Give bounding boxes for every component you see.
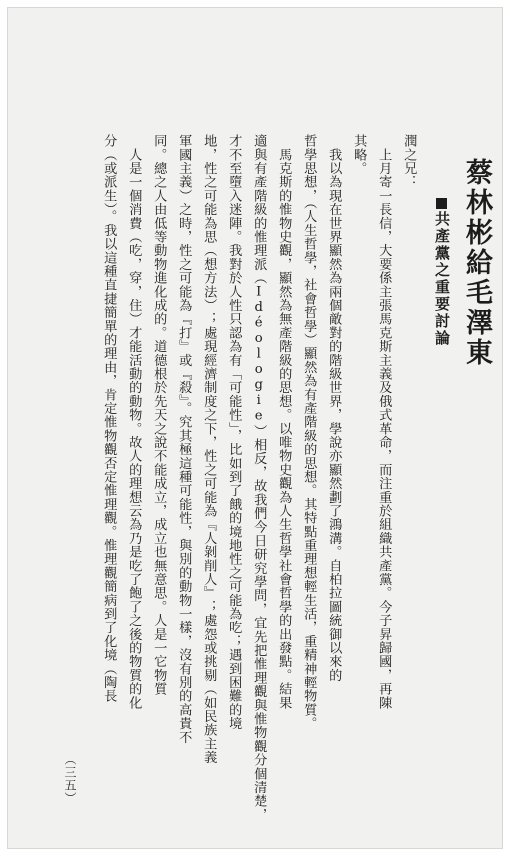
text-line: 適與有產階級的惟理派（Idéologie）相反，故我們今日研究學問，宜先把惟理觀與惟物觀分個清楚，	[251, 134, 267, 822]
text-line: 地，性之可能為思（想方法）；處現經濟制度之下，性之可能為『人剝削人』；處怨或挑剔（如民族主義	[201, 134, 217, 765]
text-line: 分（或派生）。我以這種直捷簡單的理由，肯定惟物觀否定惟理觀。惟理觀簡病到了化境（陶長	[101, 134, 117, 703]
text-line: 軍國主義）之時，性之可能為『打』或『殺』。究其極這種可能性，與別的動物一樣，沒有別的高貴不	[176, 134, 192, 744]
square-bullet-icon	[436, 198, 447, 209]
subtitle-text: 共產黨之重要討論	[433, 211, 451, 347]
letter-title: 蔡林彬給毛澤東	[461, 158, 492, 368]
book-page	[8, 8, 502, 848]
text-line: 馬克斯的惟物史觀，顯然為無產階級的思想。以唯物史觀為人生哲學社會哲學的出發點。結果	[276, 134, 292, 710]
text-line: 其略。	[351, 134, 367, 176]
text-line: 我以為現在世界顯然為兩個敵對的階級世界，學說亦顯然劃了鴻溝。自柏拉圖統御以來的	[326, 134, 342, 682]
text-line: 同。總之人由低等動物進化成的。道德根於先天之說不能成立，成立也無意思。人是一它物質	[151, 134, 167, 696]
page-number: （三五）	[63, 753, 77, 805]
text-line: 上月寄一長信，大要係主張馬克斯主義及俄式革命，而注重於組織共產黨。今子昇歸國，再陳	[376, 134, 392, 710]
text-line: 哲學思想，（人生哲學，社會哲學）顯然為有產階級的思想。其特點重理想輕生活，重精神輕物質。	[301, 134, 317, 731]
text-line: 潤之兄：	[401, 134, 417, 189]
letter-subtitle	[434, 198, 449, 347]
text-line: 才不至墮入迷陣。我對於人性只認為有「可能性」，比如到了餓的境地性之可能為吃；遇到困難的境	[226, 134, 242, 731]
text-line: 人是一個消費（吃，穿，住）才能活動的動物。故人的理想云為乃是吃了飽了之後的物質的化	[126, 134, 142, 710]
